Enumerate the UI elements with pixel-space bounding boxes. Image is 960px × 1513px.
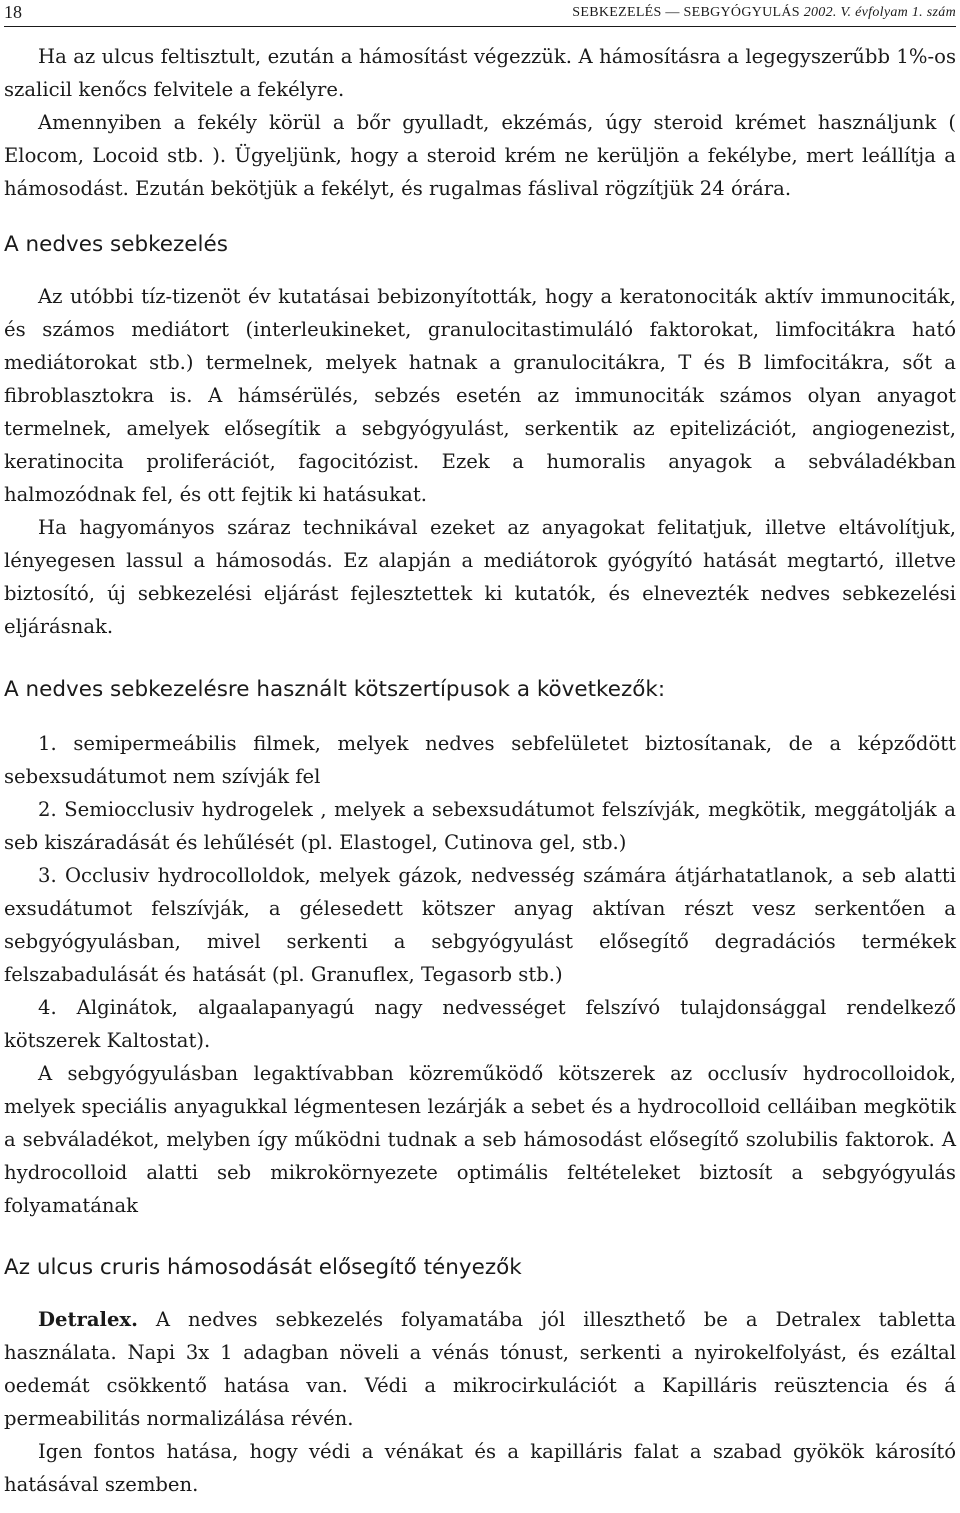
paragraph: Ha hagyományos száraz technikával ezeket az anyagokat felitatjuk, illetve eltávolítjuk, lényegesen lassul a hámosodás. Ez alapján a mediátorok gyógyító hatását megtartó, illetve biztosító, új sebkezelési eljárást fejlesztettek ki kutatók, és elnevezték nedves sebkezelési eljárásnak. [4,516,956,638]
page-number: 18 [4,2,22,22]
paragraph-text: A nedves sebkezelés folyamatába jól illeszthető be a Detralex tabletta használata. Napi 3x 1 adagban növeli a vénás tónust, serkenti a nyirokelfolyást, és ezáltal oedemát csökkentő hatása van. Védi a mikrocirkulációt a Kapilláris reüsztencia és á permeabilitás normalizálása révén. [4,1308,956,1430]
section-heading: A nedves sebkezelés [4,232,228,257]
list-item: 1. semipermeábilis filmek, melyek nedves sebfelületet biztosítanak, de a képződött sebexsudátumot nem szívják fel [4,732,956,788]
paragraph: Az utóbbi tíz-tizenöt év kutatásai bebizonyították, hogy a keratonociták aktív immunociták, és számos mediátort (interleukineket, granulocitastimuláló faktorokat, limfocitákra ható mediátorokat stb.) termelnek, melyek hatnak a granulocitákra, T és B limfocitákra, sőt a fibroblasztokra is. A hámsérülés, sebzés esetén az immunociták számos olyan anyagot termelnek, amelyek elősegítik a sebgyógyulást, serkentik az epitelizációt, angiogenezist, keratinocita proliferációt, fagocitózist. Ezek a humoralis anyagok a sebváladékban halmozódnak fel, és ott fejtik ki hatásukat. [4,285,956,506]
paragraph: Amennyiben a fekély körül a bőr gyulladt, ekzémás, úgy steroid krémet használjunk ( Elocom, Locoid stb. ). Ügyeljünk, hogy a steroid krém ne kerüljön a fekélybe, mert leállítja a hámosodást. Ezután bekötjük a fekélyt, és rugalmas fáslival rögzítjük 24 órára. [4,111,956,200]
section-heading: A nedves sebkezelésre használt kötszertípusok a következők: [4,677,666,702]
list-item: 3. Occlusiv hydrocollоldok, melyek gázok, nedvesség számára átjárhatatlanok, a seb alatti exsudátumot felszívják, a gélesedett kötszer anyag aktívan részt vesz serkentően a sebgyógyulásban, mivel serkenti a sebgyógyulást elősegítő degradációs termékek felszabadulását és hatását (pl. Granuflex, Tegasorb stb.) [4,864,956,986]
list-item: 2. Semiocclusiv hydrogelek , melyek a sebexsudátumot felszívják, megkötik, meggátolják a seb kiszáradását és lehűlését (pl. Elastogel, Cutinova gel, stb.) [4,798,956,854]
paragraph [4,1303,956,1435]
issue-info: 2002. V. évfolyam 1. szám [803,5,956,20]
list-item: 4. Alginátok, algaalapanyagú nagy nedvességet felszívó tulajdonsággal rendelkező kötszerek Kaltostat). [4,996,956,1052]
article-body [4,40,956,1501]
running-header [4,0,956,27]
bold-lead-term: Detralex. [38,1308,138,1331]
running-title [572,5,956,21]
paragraph: Igen fontos hatása, hogy védi a vénákat és a kapilláris falat a szabad gyökök károsító hatásával szemben. [4,1440,956,1496]
paragraph: A sebgyógyulásban legaktívabban közreműködő kötszerek az occlusív hydrocolloidok, melyek speciális anyagukkal légmentesen lezárják a sebet és a hydrocolloid celláiban megkötik a sebváladékot, melyben így működni tudnak a seb hámosodást elősegítő szolubilis faktorok. A hydrocolloid alatti seb mikrokörnyezete optimális feltételeket biztosít a sebgyógyulás folyamatának [4,1062,956,1217]
paragraph: Ha az ulcus feltisztult, ezután a hámosítást végezzük. A hámosításra a legegyszerűbb 1%-os szalicil kenőcs felvitele a fekélyre. [4,45,956,101]
section-heading: Az ulcus cruris hámosodását elősegítő tényezők [4,1255,522,1280]
journal-title: SEBKEZELÉS — SEBGYÓGYULÁS [572,5,804,20]
